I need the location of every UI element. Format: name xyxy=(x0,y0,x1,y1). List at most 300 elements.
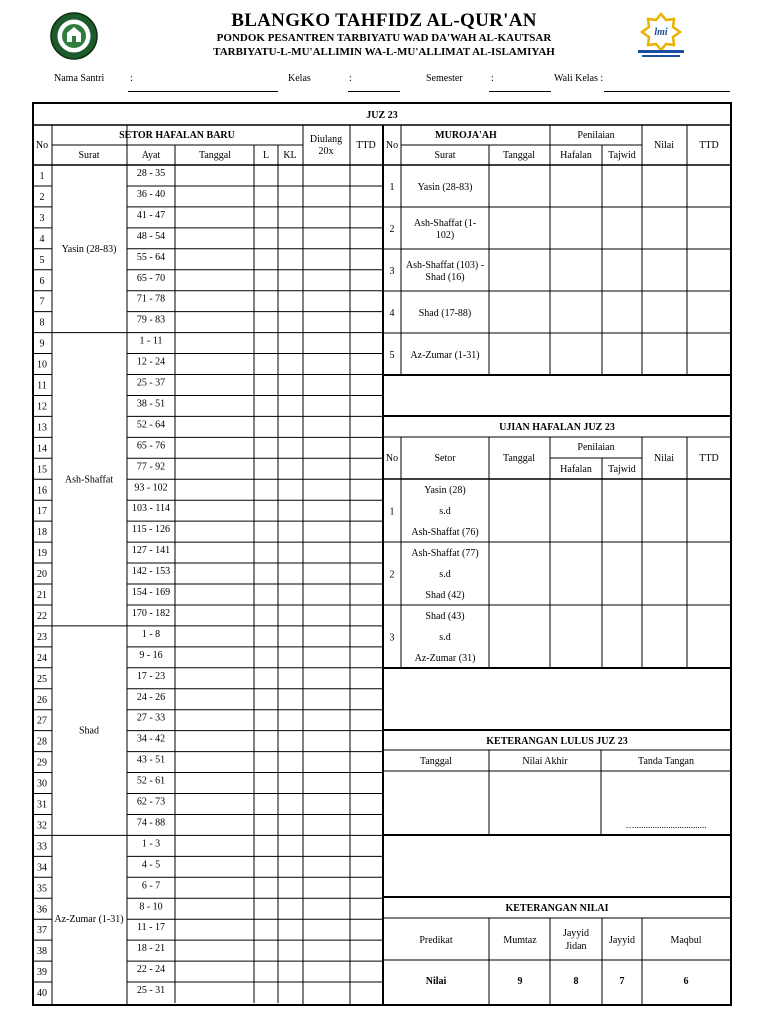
setor-kl-cell[interactable] xyxy=(278,416,303,437)
setor-diulang-cell[interactable] xyxy=(303,814,350,835)
setor-diulang-cell[interactable] xyxy=(303,521,350,542)
lulus-nilai-akhir-cell[interactable] xyxy=(489,771,601,835)
murojaah-hafalan-cell[interactable] xyxy=(550,207,602,249)
setor-kl-cell[interactable] xyxy=(278,437,303,458)
murojaah-hafalan-cell[interactable] xyxy=(550,165,602,207)
setor-ttd-cell[interactable] xyxy=(350,312,383,333)
setor-kl-cell[interactable] xyxy=(278,542,303,563)
setor-tanggal-cell[interactable] xyxy=(175,500,254,521)
setor-l-cell[interactable] xyxy=(254,877,278,898)
setor-diulang-header: Diulang xyxy=(309,134,343,145)
setor-row-ayat: 115 - 126 xyxy=(132,524,170,536)
ujian-tajwid-cell[interactable] xyxy=(602,605,642,668)
setor-tanggal-cell[interactable] xyxy=(175,919,254,940)
setor-l-cell[interactable] xyxy=(254,458,278,479)
setor-diulang-cell[interactable] xyxy=(303,479,350,500)
setor-ttd-cell[interactable] xyxy=(350,458,383,479)
ujian-ttd-cell[interactable] xyxy=(687,605,731,668)
setor-tanggal-cell[interactable] xyxy=(175,395,254,416)
setor-diulang-cell[interactable] xyxy=(303,794,350,815)
setor-ttd-cell[interactable] xyxy=(350,856,383,877)
setor-l-cell[interactable] xyxy=(254,291,278,312)
ujian-row-setor: Yasin (28) xyxy=(424,485,466,496)
setor-diulang-cell[interactable] xyxy=(303,940,350,961)
murojaah-nilai-cell[interactable] xyxy=(642,249,687,291)
setor-row-no: 9 xyxy=(39,338,45,350)
setor-ttd-cell[interactable] xyxy=(350,752,383,773)
setor-kl-cell[interactable] xyxy=(278,354,303,375)
setor-tanggal-cell[interactable] xyxy=(175,898,254,919)
setor-l-cell[interactable] xyxy=(254,333,278,354)
setor-ttd-cell[interactable] xyxy=(350,835,383,856)
setor-diulang-cell[interactable] xyxy=(303,731,350,752)
setor-tanggal-cell[interactable] xyxy=(175,835,254,856)
murojaah-tanggal-cell[interactable] xyxy=(489,249,550,291)
setor-kl-cell[interactable] xyxy=(278,375,303,396)
setor-ttd-cell[interactable] xyxy=(350,563,383,584)
semester-colon: : xyxy=(491,73,494,84)
setor-tanggal-cell[interactable] xyxy=(175,521,254,542)
murojaah-tajwid-cell[interactable] xyxy=(602,207,642,249)
setor-l-cell[interactable] xyxy=(254,542,278,563)
murojaah-row-surat: 102) xyxy=(435,230,455,241)
setor-kl-cell[interactable] xyxy=(278,333,303,354)
jayyid-value: 7 xyxy=(619,976,625,987)
murojaah-ttd-cell[interactable] xyxy=(687,165,731,207)
murojaah-nilai-cell[interactable] xyxy=(642,207,687,249)
setor-kl-cell[interactable] xyxy=(278,395,303,416)
ujian-tanggal-cell[interactable] xyxy=(489,542,550,605)
murojaah-row-no: 2 xyxy=(389,224,395,235)
murojaah-nilai-cell[interactable] xyxy=(642,333,687,375)
ujian-tanggal-cell[interactable] xyxy=(489,605,550,668)
murojaah-ttd-header: TTD xyxy=(699,140,719,151)
setor-kl-cell[interactable] xyxy=(278,773,303,794)
setor-kl-cell[interactable] xyxy=(278,982,303,1003)
setor-tanggal-cell[interactable] xyxy=(175,479,254,500)
setor-tanggal-cell[interactable] xyxy=(175,186,254,207)
setor-ttd-cell[interactable] xyxy=(350,500,383,521)
ujian-nilai-cell[interactable] xyxy=(642,605,687,668)
setor-kl-cell[interactable] xyxy=(278,291,303,312)
ujian-row-no: 1 xyxy=(389,506,395,518)
setor-kl-cell[interactable] xyxy=(278,814,303,835)
setor-ttd-cell[interactable] xyxy=(350,521,383,542)
setor-kl-cell[interactable] xyxy=(278,479,303,500)
setor-kl-cell[interactable] xyxy=(278,668,303,689)
setor-diulang-cell[interactable] xyxy=(303,668,350,689)
ujian-tajwid-cell[interactable] xyxy=(602,479,642,542)
setor-diulang-cell[interactable] xyxy=(303,416,350,437)
murojaah-ttd-cell[interactable] xyxy=(687,249,731,291)
setor-tanggal-cell[interactable] xyxy=(175,940,254,961)
setor-kl-cell[interactable] xyxy=(278,312,303,333)
setor-tanggal-cell[interactable] xyxy=(175,814,254,835)
setor-ttd-cell[interactable] xyxy=(350,333,383,354)
lulus-signature-dots: …................................ xyxy=(625,820,707,830)
setor-row-ayat: 65 - 70 xyxy=(136,272,166,284)
setor-tanggal-cell[interactable] xyxy=(175,710,254,731)
ujian-hafalan-cell[interactable] xyxy=(550,605,602,668)
setor-ttd-cell[interactable] xyxy=(350,354,383,375)
setor-tanggal-cell[interactable] xyxy=(175,877,254,898)
setor-l-cell[interactable] xyxy=(254,437,278,458)
setor-ttd-cell[interactable] xyxy=(350,647,383,668)
ujian-row-no: 3 xyxy=(389,632,395,644)
setor-diulang-cell[interactable] xyxy=(303,752,350,773)
setor-row-no: 30 xyxy=(37,778,47,790)
setor-kl-cell[interactable] xyxy=(278,165,303,186)
setor-ttd-cell[interactable] xyxy=(350,710,383,731)
setor-tanggal-cell[interactable] xyxy=(175,249,254,270)
setor-ttd-cell[interactable] xyxy=(350,668,383,689)
setor-ttd-cell[interactable] xyxy=(350,395,383,416)
setor-diulang-cell[interactable] xyxy=(303,835,350,856)
kelas-colon: : xyxy=(349,73,352,84)
setor-tanggal-cell[interactable] xyxy=(175,752,254,773)
nilai-label: Nilai xyxy=(425,976,447,987)
setor-ttd-cell[interactable] xyxy=(350,165,383,186)
setor-tanggal-cell[interactable] xyxy=(175,375,254,396)
setor-tanggal-cell[interactable] xyxy=(175,856,254,877)
setor-ttd-cell[interactable] xyxy=(350,270,383,291)
setor-l-cell[interactable] xyxy=(254,647,278,668)
setor-tanggal-cell[interactable] xyxy=(175,437,254,458)
setor-diulang-cell[interactable] xyxy=(303,437,350,458)
setor-diulang-cell[interactable] xyxy=(303,458,350,479)
setor-kl-cell[interactable] xyxy=(278,835,303,856)
setor-l-cell[interactable] xyxy=(254,689,278,710)
setor-kl-cell[interactable] xyxy=(278,752,303,773)
setor-kl-cell[interactable] xyxy=(278,249,303,270)
setor-diulang-cell[interactable] xyxy=(303,982,350,1003)
setor-l-cell[interactable] xyxy=(254,919,278,940)
setor-kl-cell[interactable] xyxy=(278,710,303,731)
setor-surat-header: Surat xyxy=(78,150,100,161)
setor-row-ayat: 77 - 92 xyxy=(136,461,166,473)
murojaah-row-no: 5 xyxy=(389,350,395,361)
setor-row-ayat: 9 - 16 xyxy=(139,649,163,661)
setor-l-cell[interactable] xyxy=(254,249,278,270)
setor-tanggal-cell[interactable] xyxy=(175,584,254,605)
setor-l-cell[interactable] xyxy=(254,835,278,856)
setor-row-no: 1 xyxy=(39,171,45,182)
setor-diulang-cell[interactable] xyxy=(303,207,350,228)
murojaah-tajwid-cell[interactable] xyxy=(602,249,642,291)
setor-ttd-cell[interactable] xyxy=(350,940,383,961)
setor-diulang-cell[interactable] xyxy=(303,500,350,521)
setor-row-ayat: 79 - 83 xyxy=(136,314,166,326)
setor-ayat-header: Ayat xyxy=(141,150,161,161)
setor-tanggal-cell[interactable] xyxy=(175,647,254,668)
murojaah-hafalan-cell[interactable] xyxy=(550,249,602,291)
setor-diulang-cell[interactable] xyxy=(303,773,350,794)
setor-row-no: 19 xyxy=(37,548,47,560)
setor-l-cell[interactable] xyxy=(254,375,278,396)
setor-row-ayat: 170 - 182 xyxy=(131,607,171,619)
setor-ttd-cell[interactable] xyxy=(350,898,383,919)
setor-l-cell[interactable] xyxy=(254,228,278,249)
lulus-title: KETERANGAN LULUS JUZ 23 xyxy=(486,736,628,747)
setor-l-cell[interactable] xyxy=(254,752,278,773)
setor-l-cell[interactable] xyxy=(254,773,278,794)
setor-diulang-cell[interactable] xyxy=(303,165,350,186)
lulus-tanda-tangan-header: Tanda Tangan xyxy=(638,756,694,767)
svg-text:lmi: lmi xyxy=(654,27,668,38)
setor-diulang-cell[interactable] xyxy=(303,626,350,647)
setor-l-cell[interactable] xyxy=(254,479,278,500)
setor-diulang-cell[interactable] xyxy=(303,898,350,919)
setor-l-cell[interactable] xyxy=(254,856,278,877)
murojaah-penilaian-header: Penilaian xyxy=(577,130,615,141)
setor-ttd-cell[interactable] xyxy=(350,416,383,437)
ujian-hafalan-header: Hafalan xyxy=(560,464,592,475)
setor-tanggal-cell[interactable] xyxy=(175,982,254,1003)
setor-tanggal-cell[interactable] xyxy=(175,270,254,291)
setor-kl-cell[interactable] xyxy=(278,626,303,647)
setor-ttd-cell[interactable] xyxy=(350,479,383,500)
setor-kl-cell[interactable] xyxy=(278,689,303,710)
setor-diulang-cell[interactable] xyxy=(303,395,350,416)
ujian-hafalan-cell[interactable] xyxy=(550,542,602,605)
setor-tanggal-cell[interactable] xyxy=(175,563,254,584)
murojaah-tajwid-cell[interactable] xyxy=(602,291,642,333)
setor-diulang-cell[interactable] xyxy=(303,563,350,584)
setor-diulang-cell[interactable] xyxy=(303,710,350,731)
ujian-setor-header: Setor xyxy=(434,453,456,464)
setor-ttd-cell[interactable] xyxy=(350,605,383,626)
setor-l-cell[interactable] xyxy=(254,814,278,835)
ujian-ttd-cell[interactable] xyxy=(687,479,731,542)
setor-l-cell[interactable] xyxy=(254,794,278,815)
setor-tanggal-cell[interactable] xyxy=(175,354,254,375)
setor-kl-cell[interactable] xyxy=(278,563,303,584)
setor-kl-cell[interactable] xyxy=(278,919,303,940)
setor-l-cell[interactable] xyxy=(254,312,278,333)
setor-kl-cell[interactable] xyxy=(278,207,303,228)
setor-row-ayat: 8 - 10 xyxy=(139,901,163,913)
setor-tanggal-cell[interactable] xyxy=(175,668,254,689)
setor-ttd-cell[interactable] xyxy=(350,794,383,815)
setor-kl-cell[interactable] xyxy=(278,731,303,752)
jayyid-jidan-value: 8 xyxy=(573,976,579,987)
murojaah-nilai-cell[interactable] xyxy=(642,291,687,333)
surat-group-name: Yasin (28-83) xyxy=(61,243,117,255)
ujian-hafalan-cell[interactable] xyxy=(550,479,602,542)
setor-ttd-cell[interactable] xyxy=(350,584,383,605)
setor-diulang-cell[interactable] xyxy=(303,856,350,877)
murojaah-ttd-cell[interactable] xyxy=(687,207,731,249)
murojaah-tajwid-cell[interactable] xyxy=(602,333,642,375)
setor-tanggal-cell[interactable] xyxy=(175,773,254,794)
setor-l-cell[interactable] xyxy=(254,207,278,228)
murojaah-no-header: No xyxy=(385,140,399,151)
setor-l-cell[interactable] xyxy=(254,961,278,982)
setor-tanggal-cell[interactable] xyxy=(175,961,254,982)
setor-tanggal-cell[interactable] xyxy=(175,416,254,437)
setor-diulang-cell[interactable] xyxy=(303,877,350,898)
setor-diulang-cell[interactable] xyxy=(303,186,350,207)
setor-ttd-cell[interactable] xyxy=(350,814,383,835)
setor-row-no: 5 xyxy=(39,254,45,266)
ujian-tajwid-cell[interactable] xyxy=(602,542,642,605)
setor-ttd-cell[interactable] xyxy=(350,961,383,982)
setor-diulang-cell[interactable] xyxy=(303,312,350,333)
setor-l-cell[interactable] xyxy=(254,605,278,626)
ujian-tanggal-header: Tanggal xyxy=(502,453,536,464)
setor-l-cell[interactable] xyxy=(254,186,278,207)
setor-ttd-cell[interactable] xyxy=(350,919,383,940)
ujian-nilai-cell[interactable] xyxy=(642,542,687,605)
setor-kl-cell[interactable] xyxy=(278,898,303,919)
setor-tanggal-cell[interactable] xyxy=(175,165,254,186)
setor-l-cell[interactable] xyxy=(254,521,278,542)
setor-diulang-cell[interactable] xyxy=(303,270,350,291)
setor-l-cell[interactable] xyxy=(254,668,278,689)
ujian-row-setor: s.d xyxy=(439,506,451,517)
setor-ttd-cell[interactable] xyxy=(350,542,383,563)
murojaah-tanggal-cell[interactable] xyxy=(489,291,550,333)
setor-ttd-cell[interactable] xyxy=(350,291,383,312)
setor-diulang-cell[interactable] xyxy=(303,605,350,626)
setor-kl-cell[interactable] xyxy=(278,794,303,815)
setor-tanggal-cell[interactable] xyxy=(175,605,254,626)
setor-kl-cell[interactable] xyxy=(278,186,303,207)
murojaah-ttd-cell[interactable] xyxy=(687,333,731,375)
setor-l-cell[interactable] xyxy=(254,584,278,605)
setor-l-cell[interactable] xyxy=(254,563,278,584)
murojaah-tajwid-cell[interactable] xyxy=(602,165,642,207)
lulus-tanggal-cell[interactable] xyxy=(383,771,489,835)
murojaah-ttd-cell[interactable] xyxy=(687,291,731,333)
ujian-row-setor: Ash-Shaffat (77) xyxy=(411,548,479,559)
setor-l-cell[interactable] xyxy=(254,940,278,961)
setor-kl-cell[interactable] xyxy=(278,270,303,291)
ujian-nilai-cell[interactable] xyxy=(642,479,687,542)
setor-diulang-cell[interactable] xyxy=(303,249,350,270)
murojaah-hafalan-cell[interactable] xyxy=(550,333,602,375)
murojaah-nilai-header: Nilai xyxy=(654,140,674,151)
setor-ttd-cell[interactable] xyxy=(350,186,383,207)
setor-l-cell[interactable] xyxy=(254,982,278,1003)
setor-row-no: 33 xyxy=(37,841,47,853)
murojaah-hafalan-cell[interactable] xyxy=(550,291,602,333)
setor-l-header: L xyxy=(262,150,270,161)
setor-kl-cell[interactable] xyxy=(278,605,303,626)
setor-diulang-cell[interactable] xyxy=(303,354,350,375)
setor-tanggal-cell[interactable] xyxy=(175,458,254,479)
setor-row-ayat: 43 - 51 xyxy=(136,754,166,766)
setor-l-cell[interactable] xyxy=(254,710,278,731)
setor-ttd-cell[interactable] xyxy=(350,877,383,898)
ujian-ttd-cell[interactable] xyxy=(687,542,731,605)
setor-diulang-cell[interactable] xyxy=(303,584,350,605)
murojaah-tanggal-cell[interactable] xyxy=(489,333,550,375)
setor-tanggal-cell[interactable] xyxy=(175,731,254,752)
murojaah-nilai-cell[interactable] xyxy=(642,165,687,207)
setor-diulang-cell[interactable] xyxy=(303,542,350,563)
setor-diulang-cell[interactable] xyxy=(303,375,350,396)
murojaah-tanggal-cell[interactable] xyxy=(489,165,550,207)
setor-ttd-cell[interactable] xyxy=(350,249,383,270)
setor-diulang-cell[interactable] xyxy=(303,919,350,940)
setor-diulang-cell[interactable] xyxy=(303,689,350,710)
setor-row-no: 15 xyxy=(37,464,47,476)
setor-ttd-cell[interactable] xyxy=(350,689,383,710)
setor-ttd-cell[interactable] xyxy=(350,982,383,1003)
setor-l-cell[interactable] xyxy=(254,354,278,375)
ujian-tanggal-cell[interactable] xyxy=(489,479,550,542)
setor-diulang-cell[interactable] xyxy=(303,291,350,312)
setor-tanggal-cell[interactable] xyxy=(175,626,254,647)
setor-ttd-cell[interactable] xyxy=(350,773,383,794)
setor-kl-cell[interactable] xyxy=(278,500,303,521)
setor-kl-cell[interactable] xyxy=(278,228,303,249)
setor-tanggal-cell[interactable] xyxy=(175,207,254,228)
ujian-penilaian-header: Penilaian xyxy=(577,442,615,453)
murojaah-tanggal-cell[interactable] xyxy=(489,207,550,249)
setor-l-cell[interactable] xyxy=(254,416,278,437)
setor-kl-cell[interactable] xyxy=(278,856,303,877)
setor-kl-cell[interactable] xyxy=(278,584,303,605)
murojaah-row-surat: Shad (17-88) xyxy=(418,308,472,319)
setor-row-ayat: 41 - 47 xyxy=(136,209,166,221)
setor-diulang-cell[interactable] xyxy=(303,333,350,354)
setor-kl-cell[interactable] xyxy=(278,521,303,542)
setor-l-cell[interactable] xyxy=(254,270,278,291)
setor-row-no: 2 xyxy=(39,191,45,203)
nama-colon: : xyxy=(130,73,133,84)
setor-l-cell[interactable] xyxy=(254,500,278,521)
setor-l-cell[interactable] xyxy=(254,626,278,647)
setor-tanggal-cell[interactable] xyxy=(175,542,254,563)
setor-row-ayat: 65 - 76 xyxy=(136,440,166,452)
setor-diulang-cell[interactable] xyxy=(303,228,350,249)
setor-ttd-cell[interactable] xyxy=(350,626,383,647)
setor-kl-cell[interactable] xyxy=(278,458,303,479)
setor-tanggal-cell[interactable] xyxy=(175,333,254,354)
setor-kl-cell[interactable] xyxy=(278,647,303,668)
setor-ttd-cell[interactable] xyxy=(350,228,383,249)
setor-diulang-cell[interactable] xyxy=(303,961,350,982)
setor-row-no: 10 xyxy=(37,359,47,371)
setor-kl-cell[interactable] xyxy=(278,940,303,961)
setor-tanggal-cell[interactable] xyxy=(175,312,254,333)
setor-ttd-cell[interactable] xyxy=(350,207,383,228)
setor-l-cell[interactable] xyxy=(254,898,278,919)
setor-row-no: 36 xyxy=(37,904,47,916)
setor-tanggal-cell[interactable] xyxy=(175,689,254,710)
setor-kl-cell[interactable] xyxy=(278,961,303,982)
setor-l-cell[interactable] xyxy=(254,165,278,186)
murojaah-row-surat: Yasin (28-83) xyxy=(417,182,473,193)
setor-row-ayat: 142 - 153 xyxy=(131,566,171,578)
setor-tanggal-cell[interactable] xyxy=(175,228,254,249)
setor-kl-cell[interactable] xyxy=(278,877,303,898)
nilai-title: KETERANGAN NILAI xyxy=(505,903,609,914)
setor-ttd-cell[interactable] xyxy=(350,437,383,458)
setor-row-no: 6 xyxy=(39,275,45,287)
setor-row-no: 7 xyxy=(39,296,45,308)
setor-ttd-cell[interactable] xyxy=(350,731,383,752)
setor-diulang-cell[interactable] xyxy=(303,647,350,668)
ujian-ttd-header: TTD xyxy=(699,453,719,464)
setor-tanggal-cell[interactable] xyxy=(175,291,254,312)
setor-l-cell[interactable] xyxy=(254,395,278,416)
setor-ttd-cell[interactable] xyxy=(350,375,383,396)
setor-l-cell[interactable] xyxy=(254,731,278,752)
setor-tanggal-cell[interactable] xyxy=(175,794,254,815)
